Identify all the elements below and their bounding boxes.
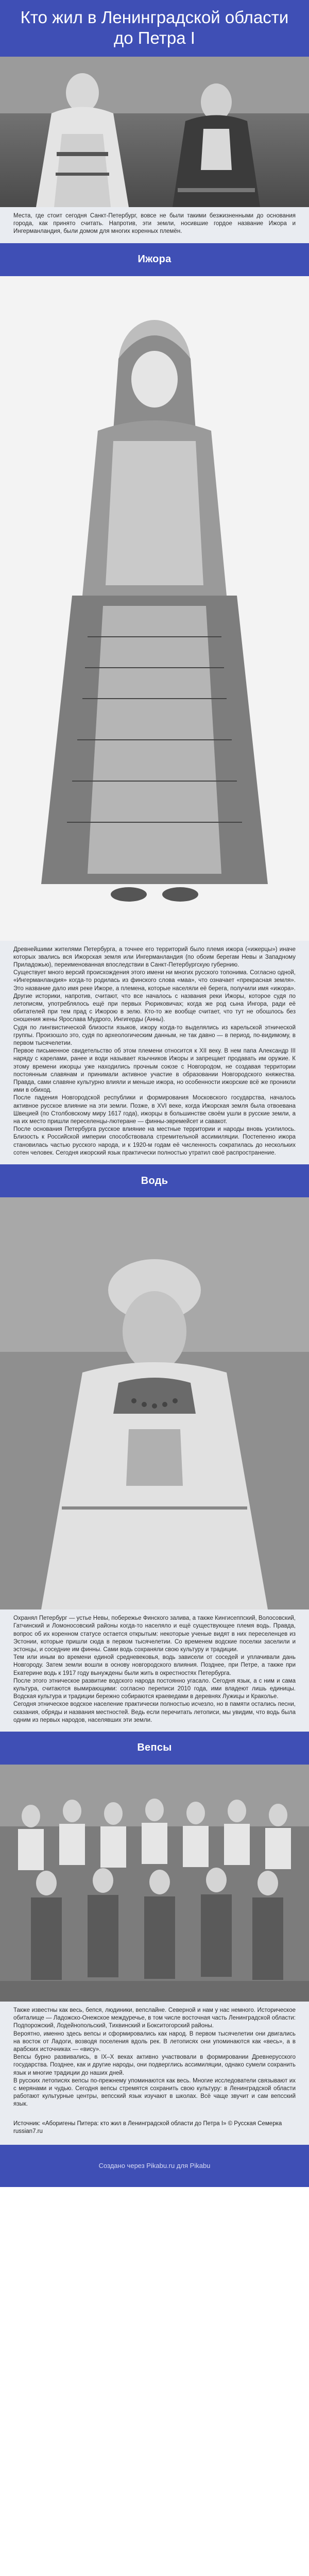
vod-text-block <box>0 1609 309 1732</box>
izhora-paragraph-2: Существует много версий происхождения этого имени ни многих русского топонима. Согласно одной, «Ингерманландия» когда-то родилась из финского слова «маа», что означает «прекрасная земля». Это название дало имя реке Ижоре, а племена, которые населяли её берега, получили имя «ижора». Другие историки, напротив, считают, что все началось с названия реки Ижоры, которое судя по летописям, употреблялось ещё при первых Рюриковичах; когда же род сына Ингора, ради её обитателей при тем прад с Ижорою в зелю. Кто-то же вообще считает, что тут не обошлось без сношения жены Ярослава Мудрого, Ингигерды (Анны). <box>13 970 296 1023</box>
izhora-text-block <box>0 941 309 1164</box>
vepsy-paragraph-3: Вепсы бурно развивались, в IX–X веках активно участвовали в формировании Древнерусского государства. Позднее, как и другие народы, они подверглись ассимиляции, однако сумели сохранить язык и многие традиции до наших дней. <box>13 2054 296 2076</box>
photo-izhora-woman-image <box>0 276 309 941</box>
photo-two-women <box>0 57 309 207</box>
photo-izhora-woman <box>0 276 309 941</box>
section-title: Ижора <box>138 253 171 265</box>
izhora-paragraph-5: После падения Новгородской республики и формирования Московского государства, началось активное русское влияние на эти земли. Позже, в XVI веке, когда Ижорская земля была отвоевана Швецией (по Столбовскому миру 1617 года), ижорцы в большинстве своём ушли в русские земли, а на их место пришли переселенцы-лютеране — финны-эвремейсет и савакот. <box>13 1095 296 1125</box>
photo-vod-woman-image <box>0 1197 309 1609</box>
section-title: Вепсы <box>137 1742 172 1754</box>
section-header-vepsy <box>0 1732 309 1765</box>
vepsy-text-block <box>0 2002 309 2116</box>
vod-paragraph-4: Сегодня этническое водское население практически полностью исчезло, но в памяти остались песни, сказания, обряды и названия местностей. Ведь если перечитать летописи, мы увидим, что водь была одним из первых народов, населявших эти земли. <box>13 1701 296 1723</box>
izhora-paragraph-6: После основания Петербурга русское влияние на местные территории и народы вновь усилилось. Близость к Российской империи способствовала стремительной ассимиляции. Постепенно ижора становилась частью русского народа, и к 1920-м годам её численность сократилась до нескольких сотен человек. Сегодня ижорский язык практически полностью утратил своё распространение. <box>13 1126 296 1156</box>
photo-vepsy-group-image <box>0 1765 309 2002</box>
source-text: Источник: «Аборигены Питера: кто жил в Ленинградской области до Петра I» © Русская Семерка russian7.ru <box>13 2120 282 2134</box>
izhora-paragraph-4: Первое письменное свидетельство об этом племени относится к XII веку. В нем папа Александр III наряду с карелами, ранее и води называет язычников Ижоры и запрещает продавать им оружие. К этому времени ижорцы уже находились прочным союзе с Новгородом, не создавая территории постоянным славянам и принимали активное участие в образовании Новгородского княжества. Правда, сами славяне культурно влияли и меньше ижора, но особенности ижорские всё же проникли ими в обиход. <box>13 1048 296 1094</box>
article-title: Кто жил в Ленинградской области до Петра I <box>20 8 289 47</box>
page-footer <box>0 2145 309 2187</box>
vod-paragraph-3: После этого этническое развитие водского народа постоянно угасало. Сегодня язык, а с ним и сама культура, считаются вымирающими: согласно переписи 2010 года, ими владеют лишь единицы. Водская культура и традиции бережно собираются краеведами в деревнях Лужицы и Краколье. <box>13 1677 296 1700</box>
article-header <box>0 0 309 57</box>
source-block <box>0 2116 309 2145</box>
intro-text-block <box>0 207 309 243</box>
section-title: Водь <box>141 1175 168 1187</box>
section-header-izhora <box>0 243 309 276</box>
vepsy-paragraph-4: В русских летописях вепсы по-прежнему упоминаются как весь. Многие исследователи связывают их с мерянами и чудью. Сегодня вепсы стремятся сохранить свою культуру: в Ленинградской области работают культурные центры, вепсский язык изучают в школах. Всё чаще звучит и сам вепсский язык. <box>13 2077 296 2108</box>
vepsy-paragraph-1: Также известны как весь, бепся, людиники, вепслайне. Северной и нам у нас немного. Историческое обиталище — Ладожско-Онежское междуречье, в том числе восточная часть Ленинградской области: Подпорожский, Лодейнопольский, Тихвинский и Бокситогорский районы. <box>13 2007 296 2029</box>
section-header-vod <box>0 1164 309 1197</box>
vepsy-paragraph-2: Вероятно, именно здесь вепсы и сформировались как народ. В первом тысячелетии они двигались на восток от Ладоги, возводя поселения вдоль рек. В летописях они упоминаются как «весь», а в арабских источниках — «вису». <box>13 2030 296 2053</box>
photo-vod-woman <box>0 1197 309 1609</box>
vod-paragraph-1: Охранял Петербург — устье Невы, побережье Финского залива, а также Кингисеппский, Волосовский, Гатчинский и Ломоносовский районы когда-то населяло и ещё существующее племя водь. Правда, вопрос об их коренном статусе остается открытым: некоторые ученые видят в них переселенцев из Эстонии, которые пришли сюда в первом тысячелетии. Со временем водские поселки заселили и эстонцы, и соседние им финны. Сами водь сохраняли свою культуру и традиции. <box>13 1615 296 1653</box>
izhora-paragraph-1: Древнейшими жителями Петербурга, а точнее его территорий было племя ижора («ижерцы») иначе которых звались вся Ижорская земля или Ингерманландия (по обоим берегам Невы и Западному Приладожью), переименованная впоследствии в Санкт-Петербургскую губернию. <box>13 946 296 969</box>
photo-two-women-image <box>0 57 309 207</box>
photo-vepsy-group <box>0 1765 309 2002</box>
vod-paragraph-2: Тем или иным во времени единой средневековья, водь зависели от соседей и уплачивали дань Новгороду. Затем земли вошли в основу новгородского влияния. Позднее, при Петре, а также при Екатерине водь к 1917 году вынуждены были жить в окрестностях Петербурга. <box>13 1654 296 1676</box>
intro-paragraph: Места, где стоит сегодня Санкт-Петербург, вовсе не были такими безжизненными до основания города, как принято считать. Напротив, эти земли, носившие гордое название Ижора и Ингерманландия, были домом для многих коренных племён. <box>13 213 296 235</box>
footer-text: Создано через Pikabu.ru для Pikabu <box>98 2162 211 2170</box>
izhora-paragraph-3: Судя по лингвистической близости языков, ижору когда-то выделялись из карельской этнической группы. Произошло это, судя по археологическим данным, не так давно — в период, по-видимому, в первом тысячелетии. <box>13 1024 296 1047</box>
